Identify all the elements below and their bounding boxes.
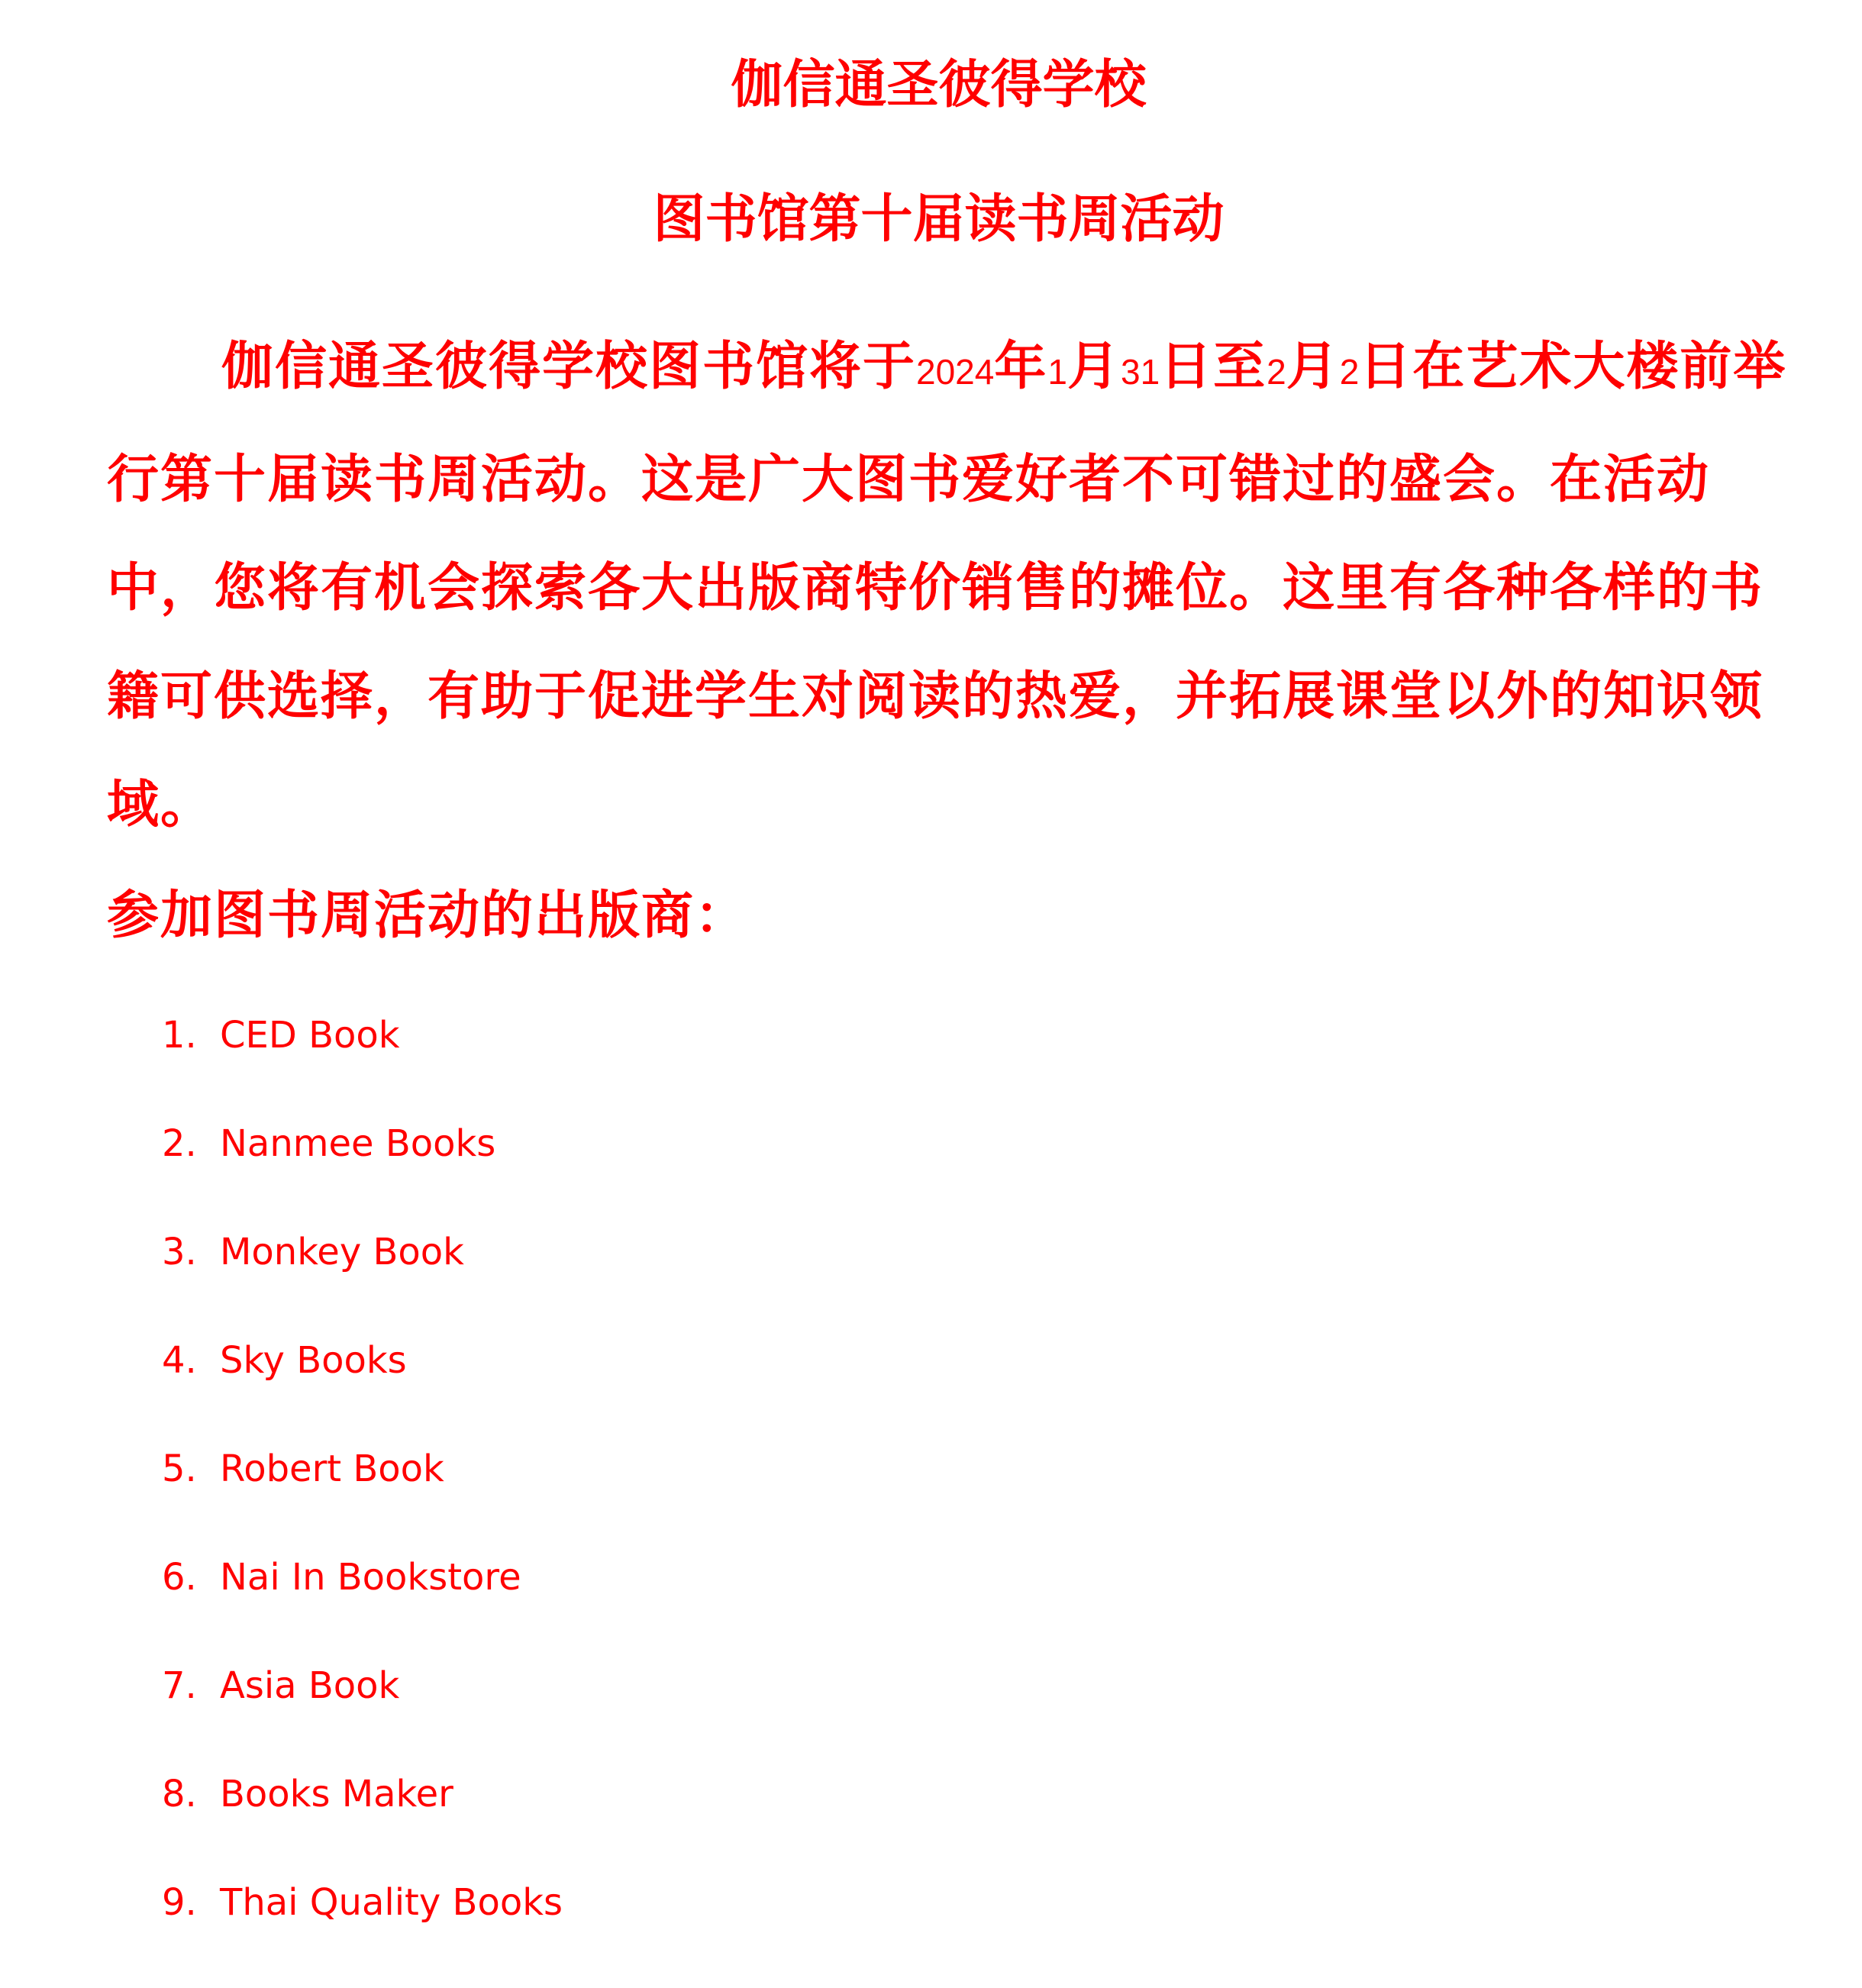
list-item-name: Thai Quality Books (220, 1881, 563, 1924)
list-item (162, 1229, 563, 1338)
list-item-index: 7. (162, 1664, 197, 1707)
desc-text-1: 伽信通圣彼得学校图书馆将于 (221, 337, 917, 397)
desc-month-1: 1 (1047, 352, 1067, 392)
list-item-name: Books Maker (220, 1773, 453, 1815)
list-item (162, 1121, 563, 1229)
list-item-name: Sky Books (220, 1339, 407, 1382)
desc-text-3: 月 (1067, 337, 1121, 397)
list-item (162, 1554, 563, 1663)
list-item (162, 1880, 563, 1988)
list-item-index: 4. (162, 1339, 197, 1382)
list-item (162, 1663, 563, 1771)
list-item-index: 2. (162, 1122, 197, 1165)
list-item (162, 1771, 563, 1880)
list-item-index: 1. (162, 1014, 197, 1057)
list-item-index: 6. (162, 1556, 197, 1599)
list-item (162, 1338, 563, 1446)
event-title: 图书馆第十届读书周活动 (653, 189, 1225, 250)
desc-text-6: 日在艺术大楼前举行第十届读书周活动。这是广大图书爱好者不可错过的盛会。在活动中，您将有机会探索各大出版商特价销售的摊位。这里有各种各样的书籍可供选择，有助于促进学生对阅读的热爱，并拓展课堂以外的知识领域。 (107, 337, 1787, 835)
list-item (162, 1012, 563, 1121)
list-item-name: Monkey Book (220, 1231, 464, 1273)
list-item-name: Robert Book (220, 1447, 444, 1490)
publishers-heading: 参加图书周活动的出版商： (107, 886, 749, 946)
event-description (107, 313, 1794, 860)
list-item-index: 5. (162, 1447, 197, 1490)
list-item-name: Nanmee Books (220, 1122, 496, 1165)
desc-day-2: 2 (1339, 352, 1360, 392)
desc-text-4: 日至 (1160, 337, 1267, 397)
desc-month-2: 2 (1267, 352, 1286, 392)
desc-text-2: 年 (994, 337, 1048, 397)
list-item-name: Asia Book (220, 1664, 400, 1707)
list-item-name: Nai In Bookstore (220, 1556, 521, 1599)
list-item-name: CED Book (220, 1014, 400, 1057)
desc-day-1: 31 (1120, 352, 1160, 392)
list-item-index: 9. (162, 1881, 197, 1924)
desc-text-5: 月 (1286, 337, 1340, 397)
list-item-index: 3. (162, 1231, 197, 1273)
desc-year: 2024 (916, 352, 995, 392)
publishers-list (162, 1012, 563, 1988)
school-title: 伽信通圣彼得学校 (731, 55, 1147, 115)
list-item-index: 8. (162, 1773, 197, 1815)
list-item (162, 1446, 563, 1554)
